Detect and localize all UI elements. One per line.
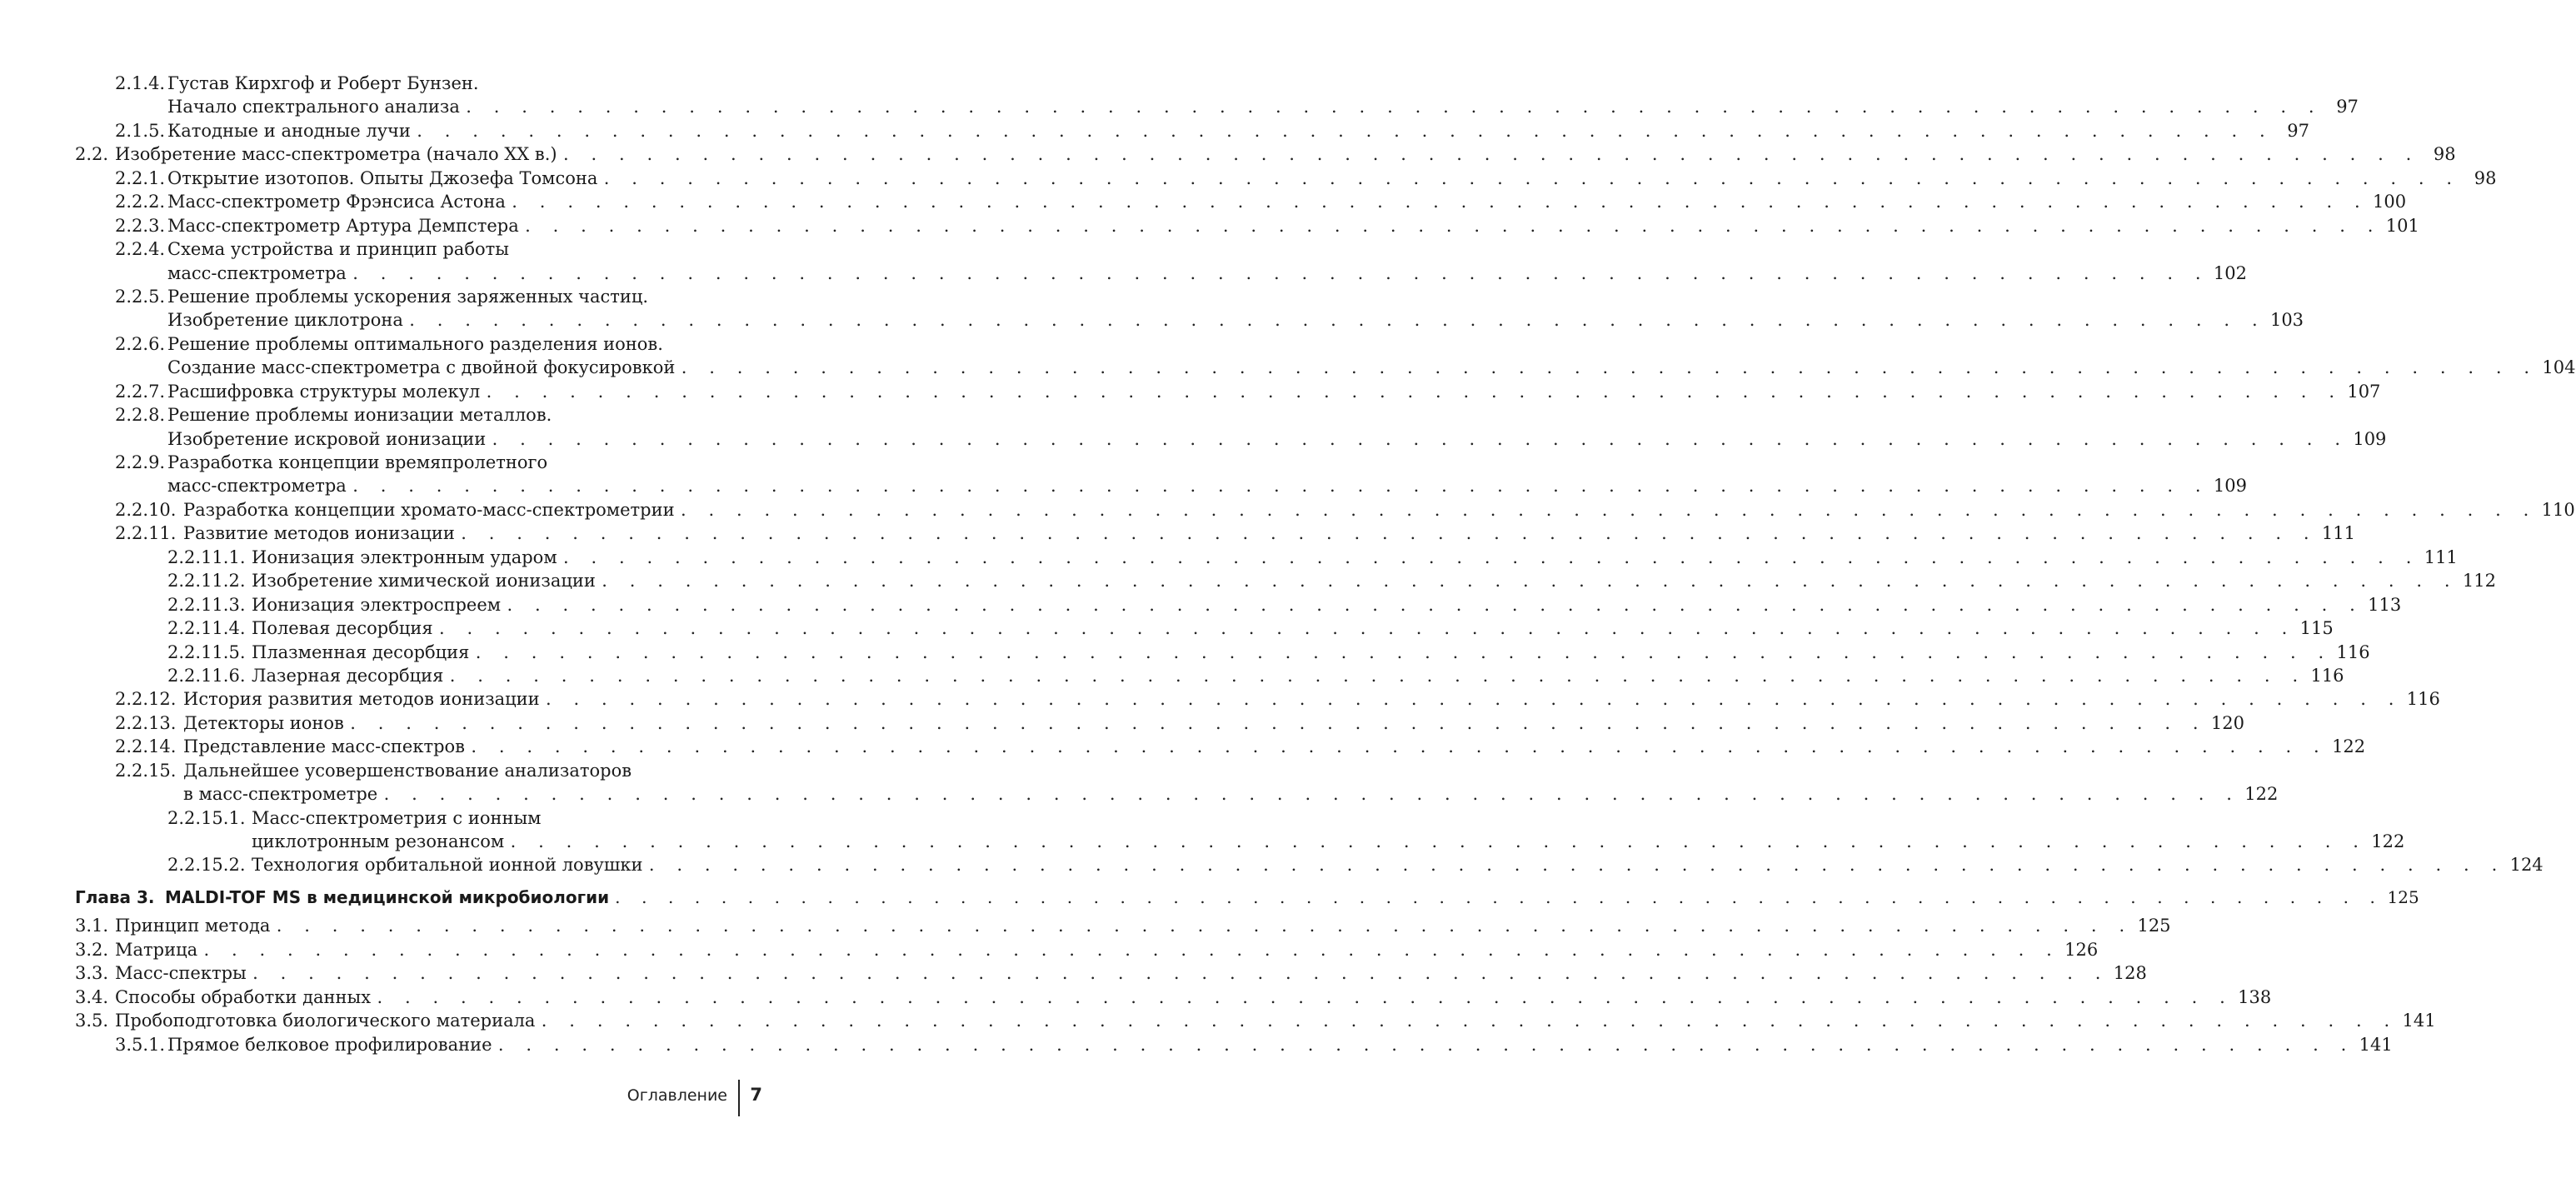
toc-entry[interactable]	[75, 190, 2407, 213]
toc-entry-title-line	[252, 616, 2334, 640]
toc-entry-title-line	[252, 569, 2496, 592]
dot-leader: . . . . . . . . . . . . . . . . . . . . . . . . . . . . . . . . . . . . . . . . . . . . . . . . . . . . . . . . . . . . . . . . . . .	[510, 831, 2368, 851]
toc-entry-title-line	[252, 806, 760, 830]
toc-entry-title: Масс-спектрометрия с ионным	[252, 807, 542, 828]
dot-leader: . . . . . . . . . . . . . . . . . . . . . . . . . . . . . . . . . . . . . . . . . . . . . . . . . . . . . . . . . . . . . . . . . . .	[352, 262, 2209, 283]
toc-entry-title-line	[167, 403, 760, 427]
toc-entry	[75, 285, 760, 308]
toc-entry[interactable]	[75, 119, 2309, 142]
toc-entry[interactable]	[75, 664, 2344, 687]
toc-entry-title: Разработка концепции хромато-масс-спектрометрии	[183, 499, 675, 520]
toc-entry-title-line	[183, 735, 2366, 758]
toc-entry-title-line	[115, 914, 2171, 937]
toc-entry[interactable]	[75, 1009, 2436, 1032]
dot-leader: . . . . . . . . . . . . . . . . . . . . . . . . . . . . . . . . . . . . . . . . . . . . . . . . . . . . . . . . . . . . . . . . . . .	[449, 665, 2307, 686]
dot-leader: . . . . . . . . . . . . . . . . . . . . . . . . . . . . . . . . . . . . . . . . . . . . . . . . . . . . . . . . . . . . . . . . . . .	[507, 594, 2364, 615]
toc-entry-title: Масс-спектрометр Фрэнсиса Астона	[167, 192, 506, 212]
toc-entry-page: 98	[2433, 144, 2456, 165]
page-footer	[0, 1080, 762, 1116]
toc-entry-title-line	[167, 356, 2576, 379]
toc-entry-page: 109	[2353, 428, 2387, 449]
toc-entry-page: 109	[2213, 476, 2247, 497]
toc-entry-title-line	[167, 285, 760, 308]
toc-entry-number: 3.5.1.	[115, 1034, 166, 1055]
toc-entry-title-line	[252, 641, 2370, 664]
toc-entry-number: 2.2.11.3.	[167, 594, 246, 615]
dot-leader: . . . . . . . . . . . . . . . . . . . . . . . . . . . . . . . . . . . . . . . . . . . . . . . . . . . . . . . . . . . . . . . . . . .	[563, 547, 2420, 567]
toc-entry-title-line	[252, 593, 2402, 616]
toc-entry	[75, 759, 760, 782]
toc-entry-title: Прямое белковое профилирование	[167, 1034, 492, 1055]
toc-entry-title: Ионизация электронным ударом	[252, 547, 557, 567]
toc-entry-number: 2.2.8.	[115, 405, 166, 426]
toc-entry-title: в масс-спектрометре	[183, 784, 378, 805]
toc-entry-number: 2.2.14.	[115, 736, 177, 757]
toc-entry-page: 113	[2368, 594, 2402, 615]
toc-entry-title-line	[167, 214, 2419, 237]
toc-entry-title-line	[167, 427, 2387, 451]
dot-leader: . . . . . . . . . . . . . . . . . . . . . . . . . . . . . . . . . . . . . . . . . . . . . . . . . . . . . . . . . . . . . . . . . . .	[486, 381, 2344, 402]
dot-leader: . . . . . . . . . . . . . . . . . . . . . . . . . . . . . . . . . . . . . . . . . . . . . . . . . . . . . . . . . . . . . . . . . . .	[525, 215, 2382, 236]
toc-entry[interactable]	[75, 308, 2304, 332]
toc-entry-title: Лазерная десорбция	[252, 665, 444, 686]
toc-entry-title-line	[115, 938, 2099, 961]
toc-entry-title: Масс-спектрометр Артура Демпстера	[167, 215, 519, 236]
toc-entry-title-line	[115, 1009, 2436, 1032]
toc-entry[interactable]	[75, 474, 2247, 497]
toc-entry-title-line	[167, 1033, 2393, 1056]
toc-entry[interactable]	[75, 95, 2359, 118]
toc-entry-title-line	[252, 853, 2544, 876]
toc-entry-title-line	[183, 687, 2440, 711]
toc-entry-page: 103	[2269, 310, 2304, 331]
toc-entry-title: Масс-спектры	[115, 963, 247, 984]
toc-entry-page: 116	[2310, 665, 2344, 686]
toc-entry-page: 104	[2542, 357, 2576, 378]
toc-entry[interactable]	[75, 711, 2245, 735]
toc-entry-title: Решение проблемы ионизации металлов.	[167, 405, 552, 426]
toc-entry[interactable]	[75, 569, 2496, 592]
toc-entry-title-line	[252, 546, 2458, 569]
toc-entry-page: 102	[2213, 262, 2247, 283]
toc-entry[interactable]	[75, 986, 2272, 1009]
toc-chapter-title: MALDI-TOF MS в медицинской микробиологии	[165, 886, 610, 907]
toc-chapter-title-line	[165, 886, 2419, 909]
dot-leader: . . . . . . . . . . . . . . . . . . . . . . . . . . . . . . . . . . . . . . . . . . . . . . . . . . . . . . . . . . . . . . . . . . .	[352, 476, 2209, 497]
toc-entry-title-line	[183, 759, 760, 782]
dot-leader: . . . . . . . . . . . . . . . . . . . . . . . . . . . . . . . . . . . . . . . . . . . . . . . . . . . . . . . . . . . . . . . . . . .	[466, 97, 2323, 117]
toc-entry[interactable]	[75, 167, 2497, 190]
toc-entry-page: 125	[2137, 916, 2171, 936]
dot-leader: . . . . . . . . . . . . . . . . . . . . . . . . . . . . . . . . . . . . . . . . . . . . . . . . . . . . . . . . . . . . . . . . . . .	[681, 357, 2539, 378]
toc-entry	[75, 237, 760, 261]
toc-entry-page: 120	[2210, 712, 2245, 733]
toc-entry-page: 126	[2064, 939, 2099, 960]
toc-entry-title: Технология орбитальной ионной ловушки	[252, 855, 643, 876]
toc-entry[interactable]	[75, 914, 2171, 937]
toc-entry-title-line	[183, 498, 2575, 522]
dot-leader: . . . . . . . . . . . . . . . . . . . . . . . . . . . . . . . . . . . . . . . . . . . . . . . . . . . . . . . . . . . . . . . . . . .	[541, 1011, 2399, 1031]
table-of-contents	[75, 72, 2576, 1056]
toc-entry-title-line	[167, 95, 2359, 118]
toc-entry[interactable]	[75, 616, 2334, 640]
toc-entry[interactable]	[75, 641, 2370, 664]
toc-entry-number: 2.2.15.	[115, 760, 177, 781]
toc-entry-number: 2.2.11.2.	[167, 571, 246, 592]
toc-entry-page: 115	[2299, 618, 2334, 639]
toc-entry[interactable]	[75, 938, 2099, 961]
toc-entry-page: 124	[2509, 855, 2544, 876]
toc-entry-page: 100	[2373, 192, 2407, 212]
toc-entry[interactable]	[75, 961, 2147, 985]
toc-entry-number: 2.2.11.5.	[167, 641, 246, 662]
dot-leader: . . . . . . . . . . . . . . . . . . . . . . . . . . . . . . . . . . . . . . . . . . . . . . . . . . . . . . . . . . . . . . . . . . .	[497, 1034, 2355, 1055]
toc-spacer	[75, 877, 760, 886]
dot-leader: . . . . . . . . . . . . . . . . . . . . . . . . . . . . . . . . . . . . . . . . . . . . . . . . . . . . . . . . . . . . . . . . . . .	[546, 689, 2403, 710]
dot-leader: . . . . . . . . . . . . . . . . . . . . . . . . . . . . . . . . . . . . . . . . . . . . . . . . . . . . . . . . . . . . . . . . . . .	[383, 784, 2241, 805]
toc-entry[interactable]	[75, 262, 2247, 285]
toc-entry-page: 97	[2336, 97, 2359, 117]
toc-entry	[75, 332, 760, 356]
toc-entry-number: 2.2.1.	[115, 167, 166, 188]
dot-leader: . . . . . . . . . . . . . . . . . . . . . . . . . . . . . . . . . . . . . . . . . . . . . . . . . . . . . . . . . . . . . . . . . . .	[602, 571, 2459, 592]
dot-leader: . . . . . . . . . . . . . . . . . . . . . . . . . . . . . . . . . . . . . . . . . . . . . . . . . . . . . . . . . . . . . . . . . . .	[615, 886, 2384, 907]
toc-entry[interactable]	[75, 687, 2440, 711]
toc-entry-title-line	[167, 380, 2381, 403]
toc-entry-page: 97	[2287, 120, 2309, 141]
toc-entry-number: 3.3.	[75, 963, 109, 984]
dot-leader: . . . . . . . . . . . . . . . . . . . . . . . . . . . . . . . . . . . . . . . . . . . . . . . . . . . . . . . . . . . . . . . . . . .	[409, 310, 2266, 331]
toc-entry-number: 2.1.5.	[115, 120, 166, 141]
toc-entry-title-line	[252, 664, 2344, 687]
toc-entry[interactable]	[75, 498, 2575, 522]
toc-entry-title: циклотронным резонансом	[252, 831, 505, 851]
toc-entry-page: 107	[2347, 381, 2381, 402]
toc-entry-title: Матрица	[115, 939, 198, 960]
toc-entry-page: 138	[2238, 986, 2272, 1007]
dot-leader: . . . . . . . . . . . . . . . . . . . . . . . . . . . . . . . . . . . . . . . . . . . . . . . . . . . . . . . . . . . . . . . . . . .	[648, 855, 2506, 876]
toc-entry-number: 2.2.5.	[115, 286, 166, 307]
toc-entry-title-line	[167, 308, 2304, 332]
toc-entry[interactable]	[75, 830, 2405, 853]
toc-entry-title-line	[167, 190, 2407, 213]
toc-entry	[75, 806, 760, 830]
toc-entry-number: 2.2.15.2.	[167, 855, 246, 876]
toc-entry-number: 2.2.11.4.	[167, 618, 246, 639]
toc-entry-page: 101	[2385, 215, 2419, 236]
toc-entry[interactable]	[75, 546, 2458, 569]
toc-entry-number: 3.5.	[75, 1011, 109, 1031]
toc-entry-title: Схема устройства и принцип работы	[167, 239, 509, 260]
dot-leader: . . . . . . . . . . . . . . . . . . . . . . . . . . . . . . . . . . . . . . . . . . . . . . . . . . . . . . . . . . . . . . . . . . .	[603, 167, 2461, 188]
toc-entry-title: Изобретение масс-спектрометра (начало XX в.)	[115, 144, 557, 165]
page-number: 7	[750, 1085, 762, 1105]
toc-entry-title-line	[167, 451, 760, 474]
toc-entry-number: 2.2.15.1.	[167, 807, 246, 828]
toc-entry-title-line	[167, 332, 760, 356]
toc-entry-number: 2.1.4.	[115, 73, 166, 93]
toc-entry-number: 2.2.2.	[115, 192, 166, 212]
toc-entry-number: 2.2.6.	[115, 333, 166, 354]
toc-entry-title-line	[167, 167, 2497, 190]
toc-entry-title: Принцип метода	[115, 916, 271, 936]
toc-entry-title: Разработка концепции времяпролетного	[167, 452, 548, 472]
toc-entry-number: 2.2.4.	[115, 239, 166, 260]
toc-entry-number: 2.2.3.	[115, 215, 166, 236]
dot-leader: . . . . . . . . . . . . . . . . . . . . . . . . . . . . . . . . . . . . . . . . . . . . . . . . . . . . . . . . . . . . . . . . . . .	[350, 712, 2207, 733]
toc-entry[interactable]	[75, 214, 2419, 237]
toc-entry-page: 112	[2462, 571, 2496, 592]
toc-chapter-entry[interactable]	[75, 886, 2419, 909]
toc-entry[interactable]	[75, 782, 2279, 806]
toc-entry-title-line	[167, 237, 760, 261]
toc-entry-title: Решение проблемы оптимального разделения ионов.	[167, 333, 663, 354]
footer-divider	[738, 1080, 740, 1116]
toc-entry-title: Плазменная десорбция	[252, 641, 470, 662]
dot-leader: . . . . . . . . . . . . . . . . . . . . . . . . . . . . . . . . . . . . . . . . . . . . . . . . . . . . . . . . . . . . . . . . . . .	[276, 916, 2134, 936]
toc-entry-title: Решение проблемы ускорения заряженных частиц.	[167, 286, 649, 307]
toc-entry-number: 3.1.	[75, 916, 109, 936]
footer-section-label: Оглавление	[627, 1086, 727, 1105]
toc-entry-number: 2.2.13.	[115, 712, 177, 733]
toc-entry-title-line	[167, 262, 2247, 285]
toc-entry-title-line	[167, 72, 760, 95]
toc-entry	[75, 72, 760, 95]
toc-entry-title: Катодные и анодные лучи	[167, 120, 411, 141]
toc-entry-page: 116	[2406, 689, 2440, 710]
toc-entry-page: 128	[2113, 963, 2147, 984]
toc-entry-number: 3.2.	[75, 939, 109, 960]
toc-entry-number: 2.2.11.1.	[167, 547, 246, 567]
toc-chapter-page: 125	[2387, 886, 2419, 907]
toc-entry-title: Пробоподготовка биологического материала	[115, 1011, 536, 1031]
toc-entry-title: масс-спектрометра	[167, 476, 347, 497]
toc-entry-title: Открытие изотопов. Опыты Джозефа Томсона	[167, 167, 598, 188]
toc-entry-title: Развитие методов ионизации	[183, 523, 455, 544]
toc-entry-title: Полевая десорбция	[252, 618, 433, 639]
toc-entry-number: 2.2.9.	[115, 452, 166, 472]
toc-entry[interactable]	[75, 593, 2402, 616]
dot-leader: . . . . . . . . . . . . . . . . . . . . . . . . . . . . . . . . . . . . . . . . . . . . . . . . . . . . . . . . . . . . . . . . . . .	[377, 986, 2234, 1007]
toc-chapter-number: Глава 3.	[75, 886, 155, 907]
toc-entry-page: 111	[2424, 547, 2458, 567]
toc-entry-number: 2.2.11.	[115, 523, 177, 544]
toc-entry-number: 2.2.7.	[115, 381, 166, 402]
toc-entry-title-line	[252, 830, 2405, 853]
toc-entry-title: Представление масс-спектров	[183, 736, 466, 757]
toc-entry[interactable]	[75, 427, 2387, 451]
toc-entry[interactable]	[75, 356, 2576, 379]
dot-leader: . . . . . . . . . . . . . . . . . . . . . . . . . . . . . . . . . . . . . . . . . . . . . . . . . . . . . . . . . . . . . . . . . . .	[438, 618, 2296, 639]
toc-entry-title: масс-спектрометра	[167, 262, 347, 283]
dot-leader: . . . . . . . . . . . . . . . . . . . . . . . . . . . . . . . . . . . . . . . . . . . . . . . . . . . . . . . . . . . . . . . . . . .	[492, 428, 2349, 449]
toc-entry[interactable]	[75, 853, 2544, 876]
toc-entry-page: 122	[2244, 784, 2279, 805]
toc-entry-title-line	[167, 119, 2309, 142]
toc-entry-title: Густав Кирхгоф и Роберт Бунзен.	[167, 73, 479, 93]
toc-entry-number: 2.2.	[75, 144, 109, 165]
dot-leader: . . . . . . . . . . . . . . . . . . . . . . . . . . . . . . . . . . . . . . . . . . . . . . . . . . . . . . . . . . . . . . . . . . .	[475, 641, 2333, 662]
toc-entry-title: Расшифровка структуры молекул	[167, 381, 481, 402]
toc-entry-title: Дальнейшее усовершенствование анализаторов	[183, 760, 632, 781]
toc-entry-page: 98	[2474, 167, 2497, 188]
dot-leader: . . . . . . . . . . . . . . . . . . . . . . . . . . . . . . . . . . . . . . . . . . . . . . . . . . . . . . . . . . . . . . . . . . .	[203, 939, 2060, 960]
toc-entry-page: 111	[2321, 523, 2355, 544]
toc-entry[interactable]	[75, 522, 2355, 545]
toc-entry-page: 141	[2402, 1011, 2436, 1031]
toc-entry-title-line	[167, 474, 2247, 497]
toc-entry-title-line	[183, 522, 2355, 545]
toc-entry-number: 2.2.10.	[115, 499, 177, 520]
toc-entry[interactable]	[75, 380, 2381, 403]
toc-entry[interactable]	[75, 1033, 2393, 1056]
toc-entry-number: 2.2.12.	[115, 689, 177, 710]
toc-entry-title-line	[115, 986, 2272, 1009]
toc-entry-number: 3.4.	[75, 986, 109, 1007]
toc-entry-page: 116	[2336, 641, 2370, 662]
toc-entry-title: Ионизация электроспреем	[252, 594, 502, 615]
toc-entry-page: 122	[2332, 736, 2366, 757]
dot-leader: . . . . . . . . . . . . . . . . . . . . . . . . . . . . . . . . . . . . . . . . . . . . . . . . . . . . . . . . . . . . . . . . . . .	[562, 144, 2420, 165]
toc-entry-number: 2.2.11.6.	[167, 665, 246, 686]
toc-entry-title: Изобретение искровой ионизации	[167, 428, 487, 449]
toc-entry-title-line	[115, 142, 2456, 166]
dot-leader: . . . . . . . . . . . . . . . . . . . . . . . . . . . . . . . . . . . . . . . . . . . . . . . . . . . . . . . . . . . . . . . . . . .	[512, 192, 2369, 212]
toc-entry-title: Создание масс-спектрометра с двойной фокусировкой	[167, 357, 676, 378]
toc-entry-title: История развития методов ионизации	[183, 689, 540, 710]
dot-leader: . . . . . . . . . . . . . . . . . . . . . . . . . . . . . . . . . . . . . . . . . . . . . . . . . . . . . . . . . . . . . . . . . . .	[461, 523, 2318, 544]
dot-leader: . . . . . . . . . . . . . . . . . . . . . . . . . . . . . . . . . . . . . . . . . . . . . . . . . . . . . . . . . . . . . . . . . . .	[680, 499, 2538, 520]
toc-entry-title-line	[183, 782, 2279, 806]
toc-entry	[75, 403, 760, 427]
toc-entry-title: Детекторы ионов	[183, 712, 344, 733]
toc-entry-page: 122	[2371, 831, 2405, 851]
toc-entry[interactable]	[75, 735, 2366, 758]
toc-entry-title: Начало спектрального анализа	[167, 97, 460, 117]
dot-leader: . . . . . . . . . . . . . . . . . . . . . . . . . . . . . . . . . . . . . . . . . . . . . . . . . . . . . . . . . . . . . . . . . . .	[471, 736, 2328, 757]
toc-entry[interactable]	[75, 142, 2456, 166]
toc-entry-title: Способы обработки данных	[115, 986, 372, 1007]
toc-entry	[75, 451, 760, 474]
toc-entry-title-line	[183, 711, 2245, 735]
toc-entry-page: 110	[2541, 499, 2575, 520]
dot-leader: . . . . . . . . . . . . . . . . . . . . . . . . . . . . . . . . . . . . . . . . . . . . . . . . . . . . . . . . . . . . . . . . . . .	[252, 963, 2109, 984]
toc-entry-page: 141	[2359, 1034, 2393, 1055]
toc-entry-title: Изобретение циклотрона	[167, 310, 403, 331]
dot-leader: . . . . . . . . . . . . . . . . . . . . . . . . . . . . . . . . . . . . . . . . . . . . . . . . . . . . . . . . . . . . . . . . . . .	[417, 120, 2274, 141]
toc-entry-title-line	[115, 961, 2147, 985]
toc-entry-title: Изобретение химической ионизации	[252, 571, 596, 592]
